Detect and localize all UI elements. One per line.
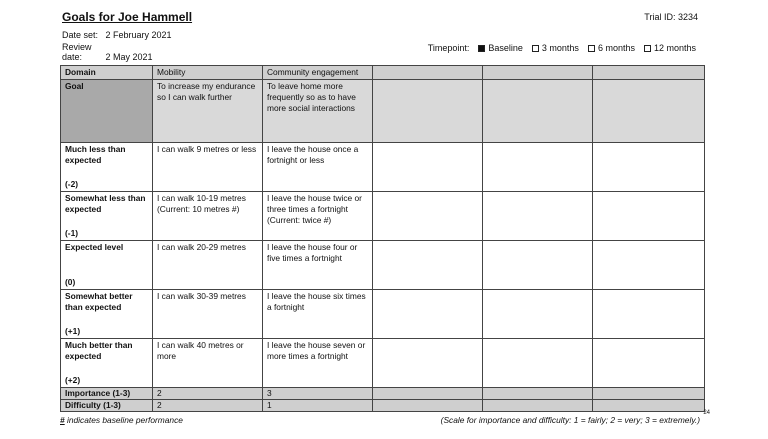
checkbox-12-months[interactable] [644, 45, 651, 52]
level-row-plus-2 [61, 339, 705, 388]
timepoint-option-12-months[interactable] [644, 43, 696, 53]
domain-cell: Community engagement [263, 66, 373, 80]
level-label: Somewhat better than expected [65, 291, 133, 312]
level-cell: I can walk 40 metres or more [153, 339, 263, 388]
level-label: Expected level [65, 242, 124, 252]
level-score: (-1) [65, 228, 79, 238]
difficulty-cell: 1 [263, 400, 373, 412]
timepoint-option-label: 3 months [541, 43, 579, 53]
level-cell [483, 339, 593, 388]
importance-cell [483, 388, 593, 400]
level-cell [483, 290, 593, 339]
checkbox-6-months[interactable] [588, 45, 595, 52]
level-label: Much better than expected [65, 340, 133, 361]
difficulty-row [61, 400, 705, 412]
level-cell [373, 192, 483, 241]
timepoint-option-3-months[interactable] [532, 43, 579, 53]
timepoint-option-6-months[interactable] [588, 43, 635, 53]
difficulty-cell [483, 400, 593, 412]
level-cell [373, 339, 483, 388]
goal-cell [483, 80, 593, 143]
level-cell [483, 241, 593, 290]
level-cell: I leave the house four or five times a fortnight [263, 241, 373, 290]
level-row-minus-1 [61, 192, 705, 241]
review-date-label: Review date: [62, 42, 92, 62]
level-cell [373, 290, 483, 339]
timepoint-option-label: 12 months [653, 43, 696, 53]
level-label: Much less than expected [65, 144, 126, 165]
level-cell [593, 339, 705, 388]
level-score: (0) [65, 277, 76, 287]
timepoint-option-label: Baseline [488, 43, 523, 53]
review-date-value: 2 May 2021 [105, 52, 153, 62]
goal-cell [593, 80, 705, 143]
page-number: 24 [703, 410, 710, 416]
level-cell: I can walk 10-19 metres (Current: 10 metres #) [153, 192, 263, 241]
review-date-line [62, 42, 153, 62]
difficulty-cell [373, 400, 483, 412]
level-cell: I leave the house once a fortnight or less [263, 143, 373, 192]
goal-row [61, 80, 705, 143]
level-label-cell [61, 192, 153, 241]
importance-label: Importance (1-3) [61, 388, 153, 400]
difficulty-cell: 2 [153, 400, 263, 412]
level-cell: I leave the house seven or more times a fortnight [263, 339, 373, 388]
baseline-symbol: # [60, 415, 65, 425]
timepoint-option-baseline[interactable] [478, 43, 523, 53]
level-cell: I leave the house twice or three times a fortnight (Current: twice #) [263, 192, 373, 241]
date-set-value: 2 February 2021 [105, 30, 172, 40]
level-cell: I can walk 20-29 metres [153, 241, 263, 290]
domain-cell [373, 66, 483, 80]
baseline-footnote [60, 415, 183, 425]
goal-label: Goal [61, 80, 153, 143]
checkbox-baseline[interactable] [478, 45, 485, 52]
level-cell [593, 241, 705, 290]
timepoint-option-label: 6 months [597, 43, 635, 53]
date-set-label: Date set: [62, 30, 99, 40]
domain-cell: Mobility [153, 66, 263, 80]
importance-row [61, 388, 705, 400]
importance-cell [593, 388, 705, 400]
importance-cell: 3 [263, 388, 373, 400]
difficulty-cell [593, 400, 705, 412]
level-cell [483, 143, 593, 192]
importance-cell: 2 [153, 388, 263, 400]
scale-footnote: (Scale for importance and difficulty: 1 = fairly; 2 = very; 3 = extremely.) [440, 415, 700, 425]
level-label-cell [61, 290, 153, 339]
level-row-plus-1 [61, 290, 705, 339]
level-score: (-2) [65, 179, 79, 189]
level-cell [483, 192, 593, 241]
level-cell: I can walk 9 metres or less [153, 143, 263, 192]
level-score: (+2) [65, 375, 81, 385]
baseline-footnote-text: indicates baseline performance [64, 415, 183, 425]
level-row-minus-2 [61, 143, 705, 192]
domain-label: Domain [61, 66, 153, 80]
level-cell [373, 143, 483, 192]
date-set-line [62, 30, 172, 40]
level-score: (+1) [65, 326, 81, 336]
level-row-expected [61, 241, 705, 290]
page-title: Goals for Joe Hammell [62, 10, 193, 24]
level-label-cell [61, 339, 153, 388]
timepoint-selector [428, 43, 696, 53]
timepoint-label: Timepoint: [427, 43, 470, 53]
level-cell [593, 143, 705, 192]
domain-cell [483, 66, 593, 80]
trial-id: Trial ID: 3234 [644, 12, 698, 22]
difficulty-label: Difficulty (1-3) [61, 400, 153, 412]
goal-cell: To leave home more frequently so as to have more social interactions [263, 80, 373, 143]
importance-cell [373, 388, 483, 400]
level-label-cell [61, 143, 153, 192]
checkbox-3-months[interactable] [532, 45, 539, 52]
level-cell [373, 241, 483, 290]
domain-row [61, 66, 705, 80]
goal-cell: To increase my endurance so I can walk further [153, 80, 263, 143]
domain-cell [593, 66, 705, 80]
level-cell [593, 192, 705, 241]
goal-attainment-table [60, 65, 705, 412]
goal-cell [373, 80, 483, 143]
level-label: Somewhat less than expected [65, 193, 146, 214]
level-cell: I leave the house six times a fortnight [263, 290, 373, 339]
level-cell [593, 290, 705, 339]
level-cell: I can walk 30-39 metres [153, 290, 263, 339]
level-label-cell [61, 241, 153, 290]
